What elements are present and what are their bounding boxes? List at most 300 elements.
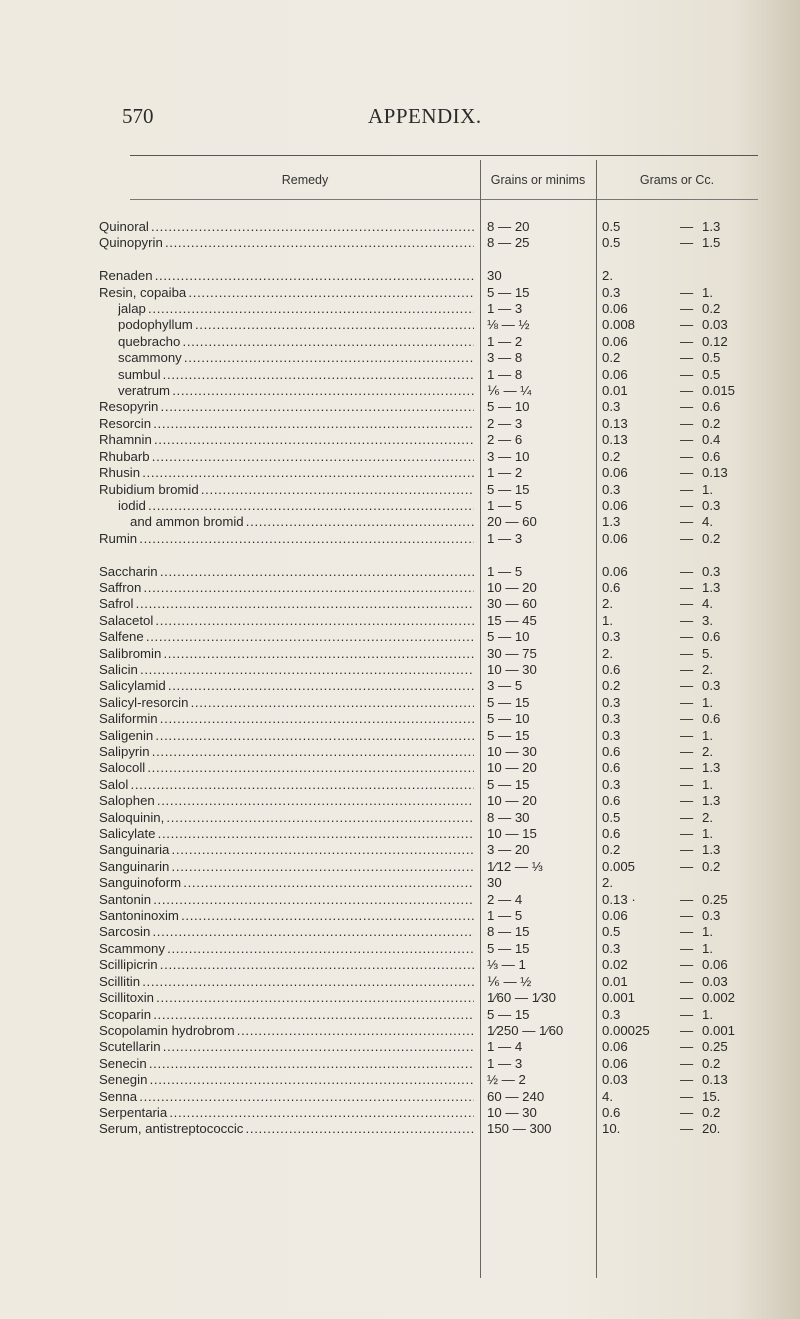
- dose-grams-max: 2.: [702, 744, 713, 759]
- dose-grams-min: 0.06: [602, 497, 628, 513]
- remedy-name: Resopyrin . . .: [99, 399, 474, 415]
- dose-grams-dash: —: [680, 399, 694, 415]
- table-row: [0, 1121, 800, 1137]
- table-row: [0, 235, 800, 251]
- dose-grams-dash: —: [680, 1006, 694, 1022]
- remedy-name: Scillitoxin . . .: [99, 990, 474, 1006]
- page-number: 570: [122, 104, 154, 128]
- remedy-name: Senna . . .: [99, 1089, 474, 1105]
- dose-grains: 1⁄60 — 1⁄30: [487, 990, 556, 1006]
- column-header-remedy: Remedy: [281, 173, 329, 187]
- dose-grains: 5 — 15: [487, 284, 530, 300]
- dose-grains: 60 — 240: [487, 1088, 545, 1104]
- dose-grams-max: 0.001: [702, 1022, 736, 1038]
- remedy-name: Saloquinin, . . .: [99, 810, 474, 826]
- dose-grams-max: 0.5: [702, 350, 721, 366]
- dose-grains: 10 — 20: [487, 579, 537, 595]
- dose-grams-max: 1.: [702, 776, 713, 792]
- dose-grams-min: 0.6: [602, 826, 621, 842]
- dose-grams-min: 0.2: [602, 448, 621, 464]
- dose-grams-dash: —: [680, 350, 694, 366]
- dose-grams-dash: —: [680, 448, 694, 464]
- dose-grams-dash: —: [680, 661, 694, 677]
- remedy-name: Scutellarin . . .: [99, 1039, 474, 1055]
- dose-grams-max: 5.: [702, 645, 713, 661]
- dose-grams-max: 0.2: [702, 1104, 721, 1120]
- table-row: [0, 268, 800, 284]
- dose-grams-max: 0.3: [702, 563, 721, 579]
- dose-grams-dash: —: [680, 940, 694, 956]
- dose-grains: ⅛ — ½: [487, 317, 530, 333]
- dose-grams-max: 2.: [702, 661, 713, 677]
- dose-grams-min: 0.3: [602, 629, 621, 645]
- dose-grams-dash: —: [680, 235, 694, 251]
- dose-grams-min: 0.001: [602, 990, 636, 1006]
- table-row: [0, 416, 800, 432]
- remedy-name: Saccharin . . .: [99, 564, 474, 580]
- dose-grams-max: 15.: [702, 1088, 721, 1104]
- dose-grams-dash: —: [680, 973, 694, 989]
- page-header: [0, 104, 800, 134]
- dose-grains: 1 — 5: [487, 908, 523, 924]
- dose-grams-min: 0.6: [602, 793, 621, 809]
- dose-grams-dash: —: [680, 793, 694, 809]
- dose-grams-dash: —: [680, 760, 694, 776]
- dose-grams-dash: —: [680, 809, 694, 825]
- table-row: [0, 842, 800, 858]
- table-top-rule: [130, 155, 758, 156]
- dose-grams-max: 1.: [702, 826, 713, 842]
- dose-grams-max: 0.25: [702, 1039, 728, 1055]
- dose-grains: 10 — 20: [487, 760, 537, 776]
- dose-grams-dash: —: [680, 1055, 694, 1071]
- dose-grains: 10 — 15: [487, 826, 537, 842]
- remedy-name: Senecin . . .: [99, 1056, 474, 1072]
- dose-grams-max: 1.: [702, 924, 713, 940]
- table-row: [0, 580, 800, 596]
- dose-grams-max: 0.13: [702, 465, 728, 481]
- dose-grams-min: 0.01: [602, 973, 628, 989]
- dose-grams-dash: —: [680, 366, 694, 382]
- table-row: [0, 596, 800, 612]
- dose-grams-min: 0.5: [602, 235, 621, 251]
- dose-grams-max: 1.3: [702, 219, 721, 234]
- dose-grams-max: 0.6: [702, 711, 721, 727]
- table-row: [0, 498, 800, 514]
- dose-grams-min: 2.: [602, 268, 613, 284]
- dose-grams-min: 0.5: [602, 924, 621, 940]
- remedy-name: Salicylate . . .: [99, 826, 474, 842]
- dose-grams-max: 3.: [702, 612, 713, 628]
- column-header-grains: Grains or minims: [490, 173, 586, 187]
- remedy-name: Scillipicrin . . .: [99, 957, 474, 973]
- dose-grams-dash: —: [680, 579, 694, 595]
- dose-grains: 1 — 2: [487, 333, 523, 349]
- remedy-name: Scopolamin hydrobrom . . .: [99, 1023, 474, 1039]
- dose-grams-max: 0.25: [702, 891, 728, 907]
- dose-grams-max: 0.6: [702, 629, 721, 645]
- dose-grams-min: 2.: [602, 875, 613, 891]
- dose-grams-max: 2.: [702, 809, 713, 825]
- remedy-name: Rhamnin . . .: [99, 432, 474, 448]
- dose-grams-max: 1.3: [702, 842, 721, 858]
- dose-grams-min: 0.3: [602, 399, 621, 415]
- remedy-name: Saffron . . .: [99, 580, 474, 596]
- dose-grains: 8 — 15: [487, 924, 530, 940]
- dose-grains: 2 — 3: [487, 415, 523, 431]
- remedy-name: Renaden . . .: [99, 268, 474, 284]
- dose-grams-max: 0.6: [702, 448, 721, 464]
- table-row: [0, 564, 800, 580]
- remedy-name: Senegin . . .: [99, 1072, 474, 1088]
- dose-grams-max: 0.3: [702, 908, 721, 924]
- table-row: [0, 285, 800, 301]
- remedy-name: Resorcin . . .: [99, 416, 474, 432]
- table-row: [0, 383, 800, 399]
- dose-grams-min: 0.5: [602, 219, 621, 234]
- dose-grams-min: 0.00025: [602, 1022, 650, 1038]
- dose-grains: 3 — 20: [487, 842, 530, 858]
- dose-grams-min: 0.6: [602, 760, 621, 776]
- dose-grams-dash: —: [680, 990, 694, 1006]
- table-spacer: [0, 252, 800, 268]
- remedy-name: iodid . . .: [118, 498, 474, 514]
- table-row: [0, 646, 800, 662]
- dose-grams-dash: —: [680, 924, 694, 940]
- dose-grains: 1⁄12 — ⅓: [487, 858, 543, 874]
- table-row: [0, 334, 800, 350]
- remedy-name: Scammony . . .: [99, 941, 474, 957]
- dose-grams-min: 0.3: [602, 940, 621, 956]
- table-row: [0, 875, 800, 891]
- remedy-name: Quinopyrin . . .: [99, 235, 474, 251]
- dose-grams-dash: —: [680, 629, 694, 645]
- table-row: [0, 1105, 800, 1121]
- dose-grams-min: 0.5: [602, 809, 621, 825]
- dose-grains: 1⁄250 — 1⁄60: [487, 1022, 564, 1038]
- dose-grams-min: 0.2: [602, 678, 621, 694]
- dose-grams-dash: —: [680, 465, 694, 481]
- dose-grains: 1 — 4: [487, 1039, 523, 1055]
- table-row: [0, 1072, 800, 1088]
- table-row: [0, 662, 800, 678]
- dose-grams-max: 1.3: [702, 793, 721, 809]
- dose-grains: 1 — 8: [487, 366, 523, 382]
- dose-grams-min: 0.3: [602, 284, 621, 300]
- dose-grams-min: 0.06: [602, 563, 628, 579]
- remedy-name: Quinoral . . .: [99, 219, 474, 235]
- dose-grams-dash: —: [680, 563, 694, 579]
- table-row: [0, 449, 800, 465]
- dose-grains: 1 — 3: [487, 1055, 523, 1071]
- table-row: [0, 744, 800, 760]
- remedy-name: Rubidium bromid . . .: [99, 482, 474, 498]
- remedy-name: Safrol . . .: [99, 596, 474, 612]
- dose-grams-max: 0.3: [702, 678, 721, 694]
- dose-grams-min: 0.3: [602, 711, 621, 727]
- table-row: [0, 1007, 800, 1023]
- dose-grams-max: 0.2: [702, 858, 721, 874]
- dose-grams-min: 0.06: [602, 1055, 628, 1071]
- table-row: [0, 793, 800, 809]
- remedy-name: Scoparin . . .: [99, 1007, 474, 1023]
- dose-grains: 10 — 30: [487, 661, 537, 677]
- dose-grams-min: 0.06: [602, 333, 628, 349]
- dose-grams-dash: —: [680, 744, 694, 759]
- dose-grains: ½ — 2: [487, 1072, 526, 1088]
- table-row: [0, 1039, 800, 1055]
- dose-grams-min: 0.6: [602, 744, 621, 759]
- dose-grams-max: 0.2: [702, 415, 721, 431]
- dose-grains: 30 — 60: [487, 596, 537, 612]
- table-row: [0, 465, 800, 481]
- dose-grams-max: 4.: [702, 514, 713, 530]
- remedy-name: Saliformin . . .: [99, 711, 474, 727]
- remedy-name: Salacetol . . .: [99, 613, 474, 629]
- dose-grains: 5 — 15: [487, 776, 530, 792]
- dose-grains: 30: [487, 268, 502, 284]
- dose-grams-dash: —: [680, 317, 694, 333]
- dose-grams-min: 4.: [602, 1088, 613, 1104]
- dose-grams-max: 1.: [702, 481, 713, 497]
- dose-grams-max: 1.5: [702, 235, 721, 251]
- remedy-name: Santoninoxim . . .: [99, 908, 474, 924]
- dose-grams-min: 0.06: [602, 301, 628, 317]
- dose-grams-max: 1.: [702, 694, 713, 710]
- dose-grams-dash: —: [680, 711, 694, 727]
- dose-grains: 1 — 5: [487, 497, 523, 513]
- dose-grams-max: 0.13: [702, 1072, 728, 1088]
- remedy-name: Santonin . . .: [99, 892, 474, 908]
- dose-grains: ⅙ — ¼: [487, 383, 532, 399]
- dose-grams-min: 0.06: [602, 1039, 628, 1055]
- dose-grams-dash: —: [680, 1088, 694, 1104]
- dose-grams-min: 0.008: [602, 317, 636, 333]
- dose-grams-min: 0.13: [602, 415, 628, 431]
- dose-grams-dash: —: [680, 1072, 694, 1088]
- dose-grams-dash: —: [680, 497, 694, 513]
- dose-grams-dash: —: [680, 842, 694, 858]
- dose-grams-min: 0.3: [602, 694, 621, 710]
- remedy-name: Salipyrin . . .: [99, 744, 474, 760]
- dose-grams-min: 0.02: [602, 957, 628, 973]
- dose-grains: 2 — 6: [487, 432, 523, 448]
- dose-grams-max: 0.5: [702, 366, 721, 382]
- dose-grams-dash: —: [680, 957, 694, 973]
- table-row: [0, 531, 800, 547]
- dose-grains: 5 — 15: [487, 694, 530, 710]
- remedy-name: Saligenin . . .: [99, 728, 474, 744]
- dose-grams-max: 0.03: [702, 317, 728, 333]
- dose-grams-min: 0.3: [602, 481, 621, 497]
- dose-grains: 2 — 4: [487, 891, 523, 907]
- dose-grams-min: 0.06: [602, 908, 628, 924]
- table-row: [0, 695, 800, 711]
- dose-grams-min: 0.06: [602, 366, 628, 382]
- remedy-name: Sanguinoform . . .: [99, 875, 474, 891]
- table-row: [0, 990, 800, 1006]
- dose-grains: 10 — 30: [487, 1104, 537, 1120]
- dose-grains: 3 — 10: [487, 448, 530, 464]
- dose-grams-max: 0.4: [702, 432, 721, 448]
- table-row: [0, 482, 800, 498]
- remedy-name: Scillitin . . .: [99, 974, 474, 990]
- dose-grams-max: 0.3: [702, 497, 721, 513]
- dose-grams-dash: —: [680, 1022, 694, 1038]
- dose-grams-dash: —: [680, 1121, 694, 1137]
- dose-grains: 8 — 30: [487, 809, 530, 825]
- table-row: [0, 678, 800, 694]
- table-row: [0, 810, 800, 826]
- dose-grams-dash: —: [680, 612, 694, 628]
- dose-grams-max: 20.: [702, 1121, 721, 1137]
- remedy-name: sumbul . . .: [118, 367, 474, 383]
- dose-grains: ⅙ — ½: [487, 973, 532, 989]
- dose-grams-min: 0.3: [602, 727, 621, 743]
- table-row: [0, 974, 800, 990]
- remedy-name: Salocoll . . .: [99, 760, 474, 776]
- dose-grams-max: 1.: [702, 1006, 713, 1022]
- table-row: [0, 728, 800, 744]
- dose-grams-dash: —: [680, 383, 694, 399]
- dose-grains: 5 — 10: [487, 711, 530, 727]
- table-row: [0, 760, 800, 776]
- table-row: [0, 711, 800, 727]
- dose-grains: 8 — 25: [487, 235, 530, 251]
- dose-grams-min: 1.3: [602, 514, 621, 530]
- table-spacer: [0, 547, 800, 563]
- dose-grams-min: 0.6: [602, 579, 621, 595]
- table-row: [0, 399, 800, 415]
- remedy-name: Salophen . . .: [99, 793, 474, 809]
- dose-grams-min: 2.: [602, 645, 613, 661]
- dose-grams-max: 0.2: [702, 1055, 721, 1071]
- remedy-name: Salibromin . . .: [99, 646, 474, 662]
- remedy-name: Rhubarb . . .: [99, 449, 474, 465]
- table-row: [0, 908, 800, 924]
- remedy-name: Rumin . . .: [99, 531, 474, 547]
- dose-grains: 1 — 5: [487, 563, 523, 579]
- dose-grams-max: 4.: [702, 596, 713, 612]
- dose-grams-min: 0.03: [602, 1072, 628, 1088]
- dose-grains: 5 — 10: [487, 629, 530, 645]
- dose-grams-dash: —: [680, 415, 694, 431]
- table-row: [0, 613, 800, 629]
- dose-grams-dash: —: [680, 727, 694, 743]
- dose-grams-max: 0.06: [702, 957, 728, 973]
- dose-grams-dash: —: [680, 284, 694, 300]
- dose-grains: 1 — 3: [487, 301, 523, 317]
- remedy-name: Salicylamid . . .: [99, 678, 474, 694]
- dose-grams-min: 2.: [602, 596, 613, 612]
- dose-grams-dash: —: [680, 1104, 694, 1120]
- dose-grams-max: 1.3: [702, 579, 721, 595]
- dose-grains: 5 — 15: [487, 1006, 530, 1022]
- table-row: [0, 367, 800, 383]
- dose-grams-min: 0.6: [602, 661, 621, 677]
- remedy-name: Sanguinaria . . .: [99, 842, 474, 858]
- table-row: [0, 629, 800, 645]
- dose-grains: 10 — 30: [487, 744, 537, 759]
- dose-grains: 150 — 300: [487, 1121, 552, 1137]
- dose-grams-min: 0.3: [602, 776, 621, 792]
- dose-grams-max: 1.3: [702, 760, 721, 776]
- dose-grams-dash: —: [680, 219, 694, 234]
- dose-grams-max: 1.: [702, 940, 713, 956]
- dose-grams-dash: —: [680, 301, 694, 317]
- dose-grams-min: 0.06: [602, 465, 628, 481]
- remedy-name: Salol . . .: [99, 777, 474, 793]
- running-head: APPENDIX.: [368, 104, 482, 128]
- dose-grams-dash: —: [680, 908, 694, 924]
- remedy-name: jalap . . .: [118, 301, 474, 317]
- dose-grams-min: 0.6: [602, 1104, 621, 1120]
- dose-grams-dash: —: [680, 826, 694, 842]
- column-header-grams: Grams or Cc.: [639, 173, 715, 187]
- table-row: [0, 1023, 800, 1039]
- dose-grams-max: 0.12: [702, 333, 728, 349]
- remedy-name: veratrum . . .: [118, 383, 474, 399]
- remedy-name: podophyllum . . .: [118, 317, 474, 333]
- table-row: [0, 301, 800, 317]
- dose-grams-min: 0.005: [602, 858, 636, 874]
- dose-grains: 3 — 5: [487, 678, 523, 694]
- table-header-rule: [130, 199, 758, 200]
- dose-grams-min: 0.13 ·: [602, 891, 636, 907]
- dose-grains: 10 — 20: [487, 793, 537, 809]
- dose-grams-max: 0.6: [702, 399, 721, 415]
- remedy-name: Rhusin . . .: [99, 465, 474, 481]
- dose-grains: 30: [487, 875, 502, 891]
- dose-grams-max: 0.2: [702, 301, 721, 317]
- dose-grams-max: 1.: [702, 727, 713, 743]
- remedy-name: Sarcosin . . .: [99, 924, 474, 940]
- table-row: [0, 924, 800, 940]
- table-row: [0, 892, 800, 908]
- dose-grams-min: 0.01: [602, 383, 628, 399]
- dose-grains: 8 — 20: [487, 219, 530, 234]
- remedy-name: and ammon bromid . . .: [130, 514, 474, 530]
- remedy-name: Resin, copaiba . . .: [99, 285, 474, 301]
- dose-grams-min: 1.: [602, 612, 613, 628]
- dose-grains: 3 — 8: [487, 350, 523, 366]
- dose-grains: 15 — 45: [487, 612, 537, 628]
- dose-grams-min: 0.06: [602, 530, 628, 546]
- table-row: [0, 514, 800, 530]
- dose-grams-max: 0.015: [702, 383, 736, 399]
- dose-grams-dash: —: [680, 678, 694, 694]
- table-row: [0, 350, 800, 366]
- table-row: [0, 826, 800, 842]
- table-row: [0, 432, 800, 448]
- dose-grains: 5 — 15: [487, 727, 530, 743]
- dose-grams-max: 0.2: [702, 530, 721, 546]
- dose-grams-max: 0.03: [702, 973, 728, 989]
- remedy-name: Serum, antistreptococcic . . .: [99, 1121, 474, 1137]
- remedy-name: Salicyl-resorcin . . .: [99, 695, 474, 711]
- dose-grams-dash: —: [680, 333, 694, 349]
- dose-grains: 5 — 15: [487, 940, 530, 956]
- remedy-name: Sanguinarin . . .: [99, 859, 474, 875]
- dose-grains: 5 — 15: [487, 481, 530, 497]
- dose-grams-dash: —: [680, 432, 694, 448]
- dose-grams-dash: —: [680, 694, 694, 710]
- dose-grams-dash: —: [680, 776, 694, 792]
- remedy-name: quebracho . . .: [118, 334, 474, 350]
- dose-grains: 30 — 75: [487, 645, 537, 661]
- dose-grams-min: 0.13: [602, 432, 628, 448]
- dose-grams-min: 0.2: [602, 842, 621, 858]
